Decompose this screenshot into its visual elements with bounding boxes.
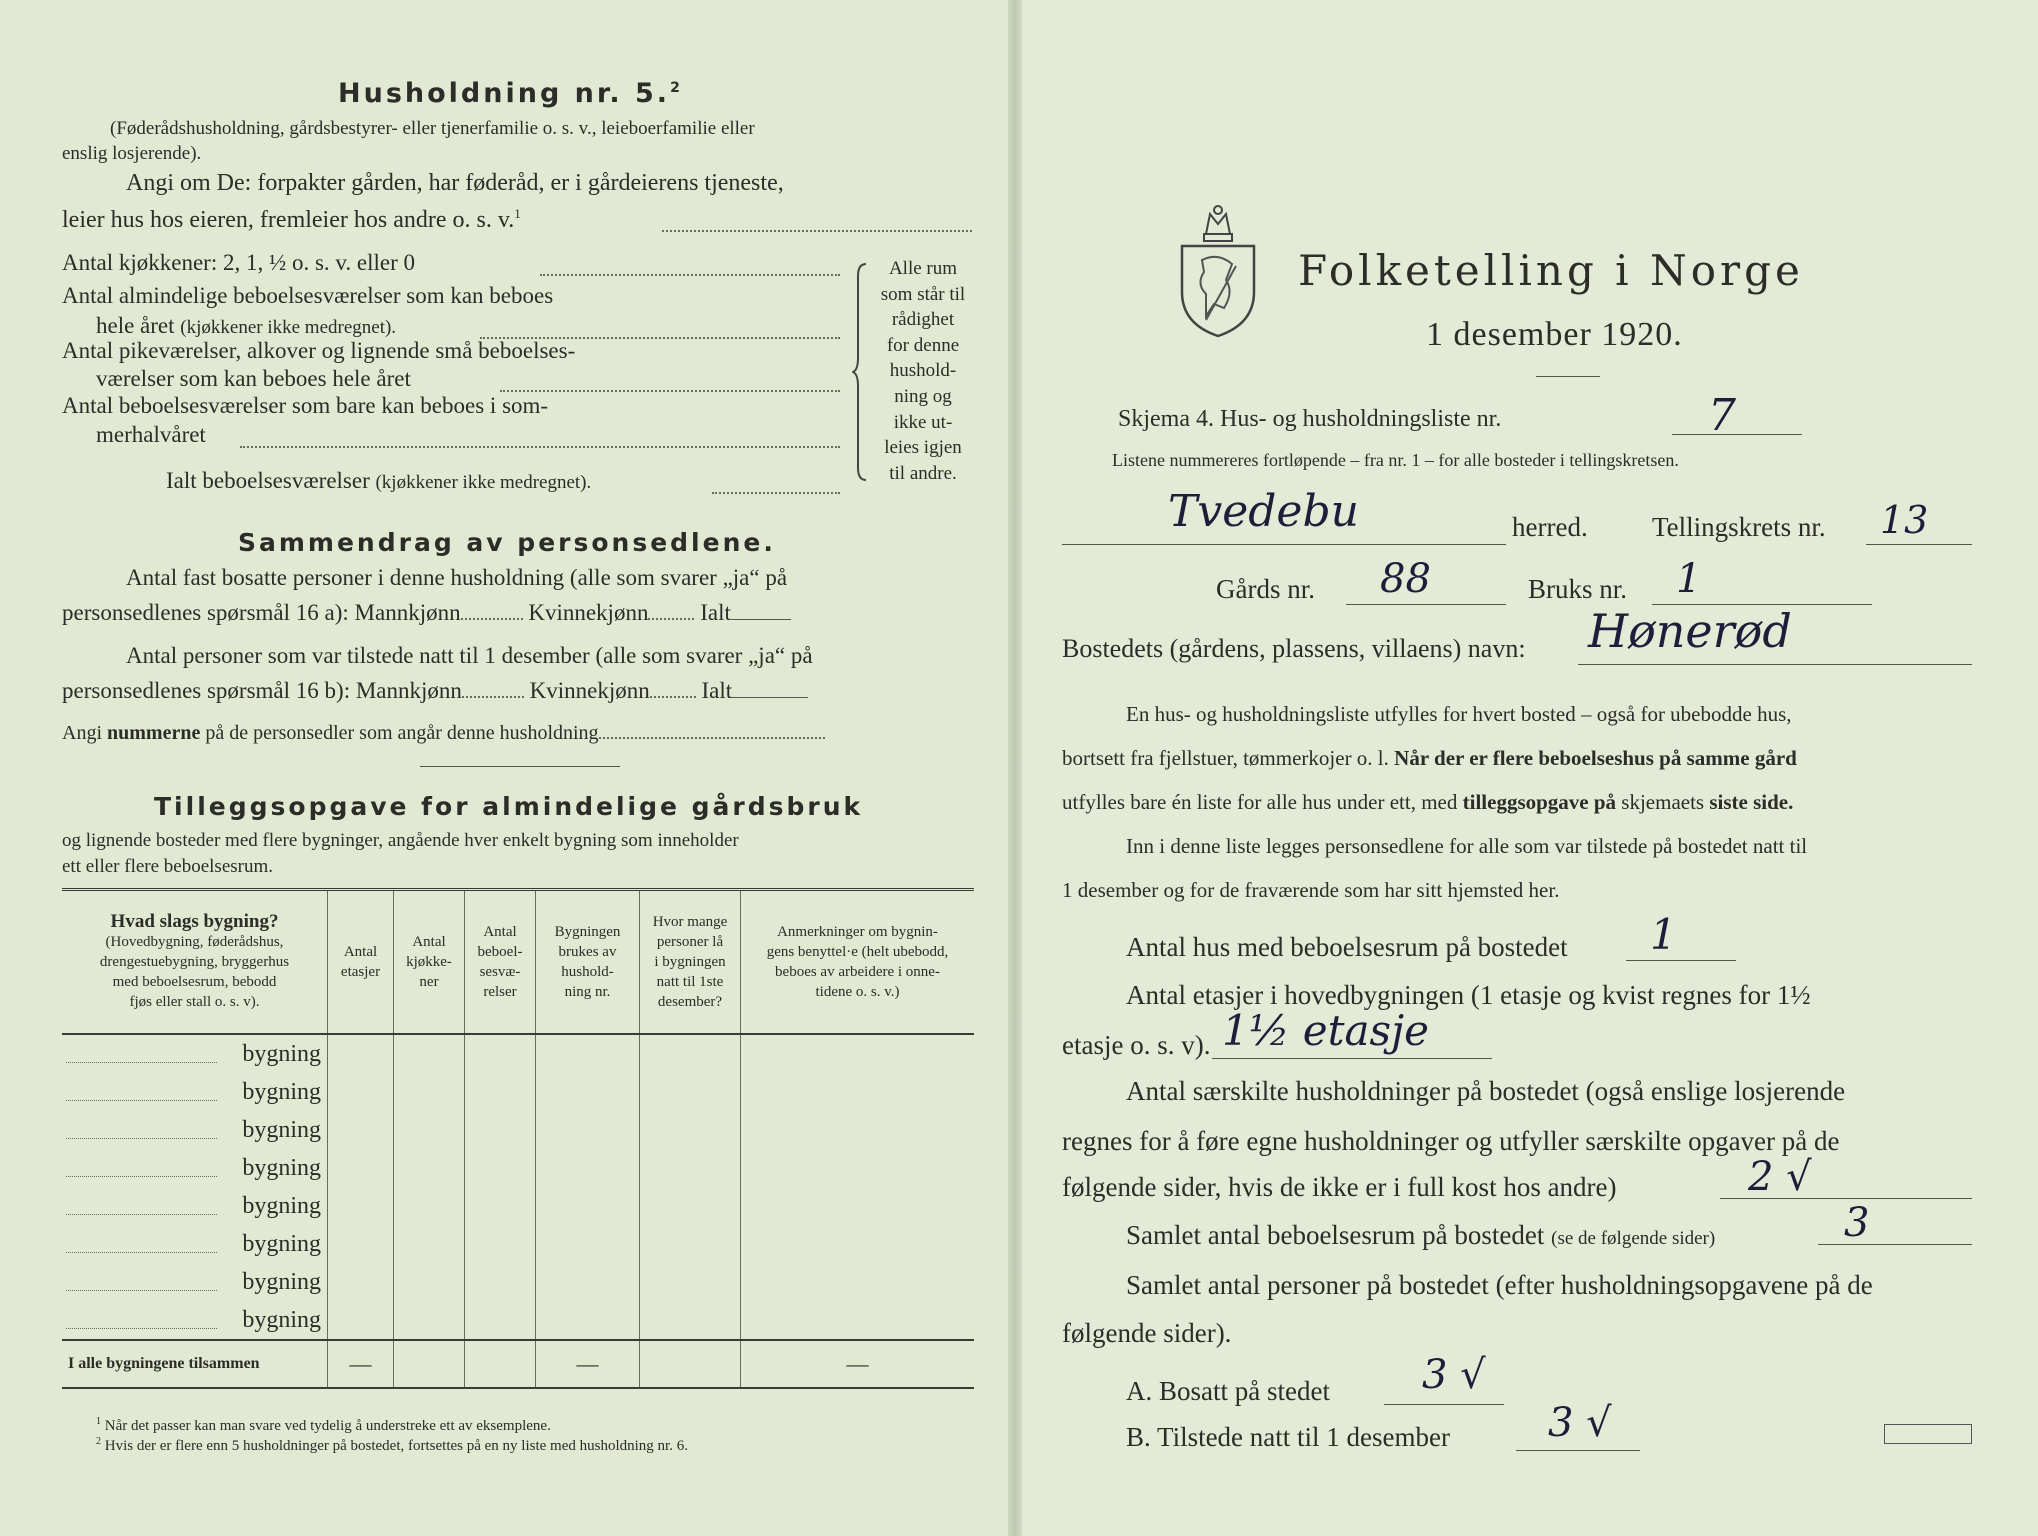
table-row: bygning xyxy=(62,1034,974,1073)
list-note: Listene nummereres fortløpende – fra nr. 1 – for alle bosteder i tellingskretsen. xyxy=(1112,450,1679,470)
schema-number-value: 7 xyxy=(1708,390,1736,441)
ordinary-rooms-label-2: hele året (kjøkkener ikke medregnet). xyxy=(96,313,397,338)
table-total-row: I alle bygningene tilsammen — — — xyxy=(62,1340,974,1388)
table-row: bygning xyxy=(62,1187,974,1225)
floors-label-1: Antal etasjer i hovedbygningen (1 etasje og kvist regnes for 1½ xyxy=(1126,980,1811,1010)
present-value: 3 √ xyxy=(1548,1400,1612,1446)
table-row: bygning xyxy=(62,1225,974,1263)
ordinary-rooms-label-1: Antal almindelige beboelsesværelser som kan beboes xyxy=(62,283,554,308)
col-building-type: Hvad slags bygning? (Hovedbygning, føderådshus, drengestuebygning, bryggerhus med beboelsesrum, bebodd fjøs eller stall o. s. v). xyxy=(62,890,328,1035)
printer-stamp xyxy=(1884,1424,1972,1444)
household-title: Husholdning nr. 5.$^2$ xyxy=(338,78,683,109)
bruks-value: 1 xyxy=(1676,556,1702,602)
total-rooms-label-right: Samlet antal beboelsesrum på bostedet (se de følgende sider) xyxy=(1126,1220,1716,1250)
tellingskrets-label: Tellingskrets nr. xyxy=(1652,512,1826,542)
col-remarks: Anmerkninger om bygnin- gens benyttel·e (helt ubebodd, beboes av arbeidere i onne- tidene o. s. v.) xyxy=(741,890,975,1035)
rooms-side-note: Alle rum som står til rådighet for denne hushold- ning og ikke ut- leies igjen til andre. xyxy=(880,258,966,484)
col-rooms: Antal beboel- sesvæ- relser xyxy=(465,890,536,1035)
bosted-label: Bostedets (gårdens, plassens, villaens) navn: xyxy=(1062,634,1526,663)
brace-icon xyxy=(852,262,868,482)
floors-value: 1½ etasje xyxy=(1222,1006,1429,1055)
houses-value: 1 xyxy=(1650,910,1677,959)
summary-title: Sammendrag av personsedlene. xyxy=(238,528,776,557)
gards-label: Gårds nr. xyxy=(1216,574,1315,604)
tellingskrets-value: 13 xyxy=(1880,498,1929,542)
summer-rooms-label-1: Antal beboelsesværelser som bare kan beboes i som- xyxy=(62,393,549,418)
household-note-2: enslig losjerende). xyxy=(62,143,202,164)
angi-numbers-line: Angi nummerne på de personsedler som angår denne husholdning xyxy=(62,722,825,745)
para-2: bortsett fra fjellstuer, tømmerkojer o. l. Når der er flere beboelseshus på samme gård xyxy=(1062,746,1797,770)
summary-line-3: Antal personer som var tilstede natt til 1 desember (alle som svarer „ja“ på xyxy=(126,643,813,668)
bruks-label: Bruks nr. xyxy=(1528,574,1628,604)
maid-rooms-label-2: værelser som kan beboes hele året xyxy=(96,366,411,391)
herred-value: Tvedebu xyxy=(1168,486,1359,537)
form-date: 1 desember 1920. xyxy=(1426,316,1683,353)
footnote-1: $^1$ Når det passer kan man svare ved tydelig å understreke ett av eksemplene. xyxy=(96,1416,551,1434)
coat-of-arms-icon xyxy=(1176,200,1260,340)
resident-value: 3 √ xyxy=(1422,1352,1486,1398)
gards-value: 88 xyxy=(1380,556,1431,602)
para-1: En hus- og husholdningsliste utfylles for hvert bosted – også for ubebodde hus, xyxy=(1126,702,1792,726)
kitchens-label: Antal kjøkkener: 2, 1, ½ o. s. v. eller 0 xyxy=(62,250,416,275)
para-5: 1 desember og for de fraværende som har sitt hjemsted her. xyxy=(1062,878,1560,902)
para-4: Inn i denne liste legges personsedlene for alle som var tilstede på bostedet natt til xyxy=(1126,834,1808,858)
summary-line-1: Antal fast bosatte personer i denne husholdning (alle som svarer „ja“ på xyxy=(126,565,788,590)
supplement-line-1: og lignende bosteder med flere bygninger, angående hver enkelt bygning som inneholder xyxy=(62,830,739,851)
houses-label: Antal hus med beboelsesrum på bostedet xyxy=(1126,932,1568,962)
building-table xyxy=(62,888,974,1389)
supplement-title: Tilleggsopgave for almindelige gårdsbruk xyxy=(154,792,864,821)
maid-rooms-label-1: Antal pikeværelser, alkover og lignende små beboelses- xyxy=(62,338,576,363)
household-note-1: (Føderådshusholdning, gårdsbestyrer- eller tjenerfamilie o. s. v., leieboerfamilie eller xyxy=(110,118,755,139)
total-rooms-label: Ialt beboelsesværelser (kjøkkener ikke medregnet). xyxy=(166,468,592,493)
floors-label-2: etasje o. s. v). xyxy=(1062,1030,1211,1060)
present-label: B. Tilstede natt til 1 desember xyxy=(1126,1422,1450,1452)
households-label-1: Antal særskilte husholdninger på bostedet (også enslige losjerende xyxy=(1126,1076,1846,1106)
summer-rooms-label-2: merhalvåret xyxy=(96,422,206,447)
schema-line: Skjema 4. Hus- og husholdningsliste nr. xyxy=(1118,406,1502,432)
persons-label-2: følgende sider). xyxy=(1062,1318,1232,1348)
persons-label-1: Samlet antal personer på bostedet (efter husholdningsopgavene på de xyxy=(1126,1270,1873,1300)
building-table-header xyxy=(62,890,974,1035)
table-row: bygning xyxy=(62,1073,974,1111)
herred-label: herred. xyxy=(1512,512,1588,542)
angi-line-2: leier hus hos eieren, fremleier hos andre o. s. v.$^1$ xyxy=(62,206,521,233)
footnote-2: $^2$ Hvis der er flere enn 5 husholdninger på bostedet, fortsettes på en ny liste med husholdning nr. 6. xyxy=(96,1436,688,1454)
resident-label: A. Bosatt på stedet xyxy=(1126,1376,1330,1406)
para-3: utfylles bare én liste for alle hus under ett, med tilleggsopgave på skjemaets siste side. xyxy=(1062,790,1794,814)
col-floors: Antal etasjer xyxy=(328,890,394,1035)
form-title: Folketelling i Norge xyxy=(1298,246,1804,295)
table-row: bygning xyxy=(62,1149,974,1187)
page-fold xyxy=(1008,0,1022,1536)
col-persons: Hvor mange personer lå i bygningen natt til 1ste desember? xyxy=(640,890,741,1035)
households-label-3: følgende sider, hvis de ikke er i full kost hos andre) xyxy=(1062,1172,1617,1202)
bosted-value: Hønerød xyxy=(1588,604,1792,658)
col-household: Bygningen brukes av hushold- ning nr. xyxy=(536,890,640,1035)
households-value: 2 √ xyxy=(1748,1154,1812,1200)
supplement-line-2: ett eller flere beboelsesrum. xyxy=(62,856,274,877)
table-row: bygning xyxy=(62,1111,974,1149)
angi-line-1: Angi om De: forpakter gården, har føderåd, er i gårdeierens tjeneste, xyxy=(126,170,784,196)
col-kitchens: Antal kjøkke- ner xyxy=(394,890,465,1035)
summary-line-2: personsedlenes spørsmål 16 a): Mannkjønn Kvinnekjønn Ialt xyxy=(62,600,791,626)
total-rooms-value: 3 xyxy=(1844,1200,1870,1246)
summary-line-4: personsedlenes spørsmål 16 b): Mannkjønn Kvinnekjønn Ialt xyxy=(62,678,808,704)
table-row: bygning xyxy=(62,1301,974,1340)
households-label-2: regnes for å føre egne husholdninger og utfyller særskilte opgaver på de xyxy=(1062,1126,1840,1156)
table-row: bygning xyxy=(62,1263,974,1301)
